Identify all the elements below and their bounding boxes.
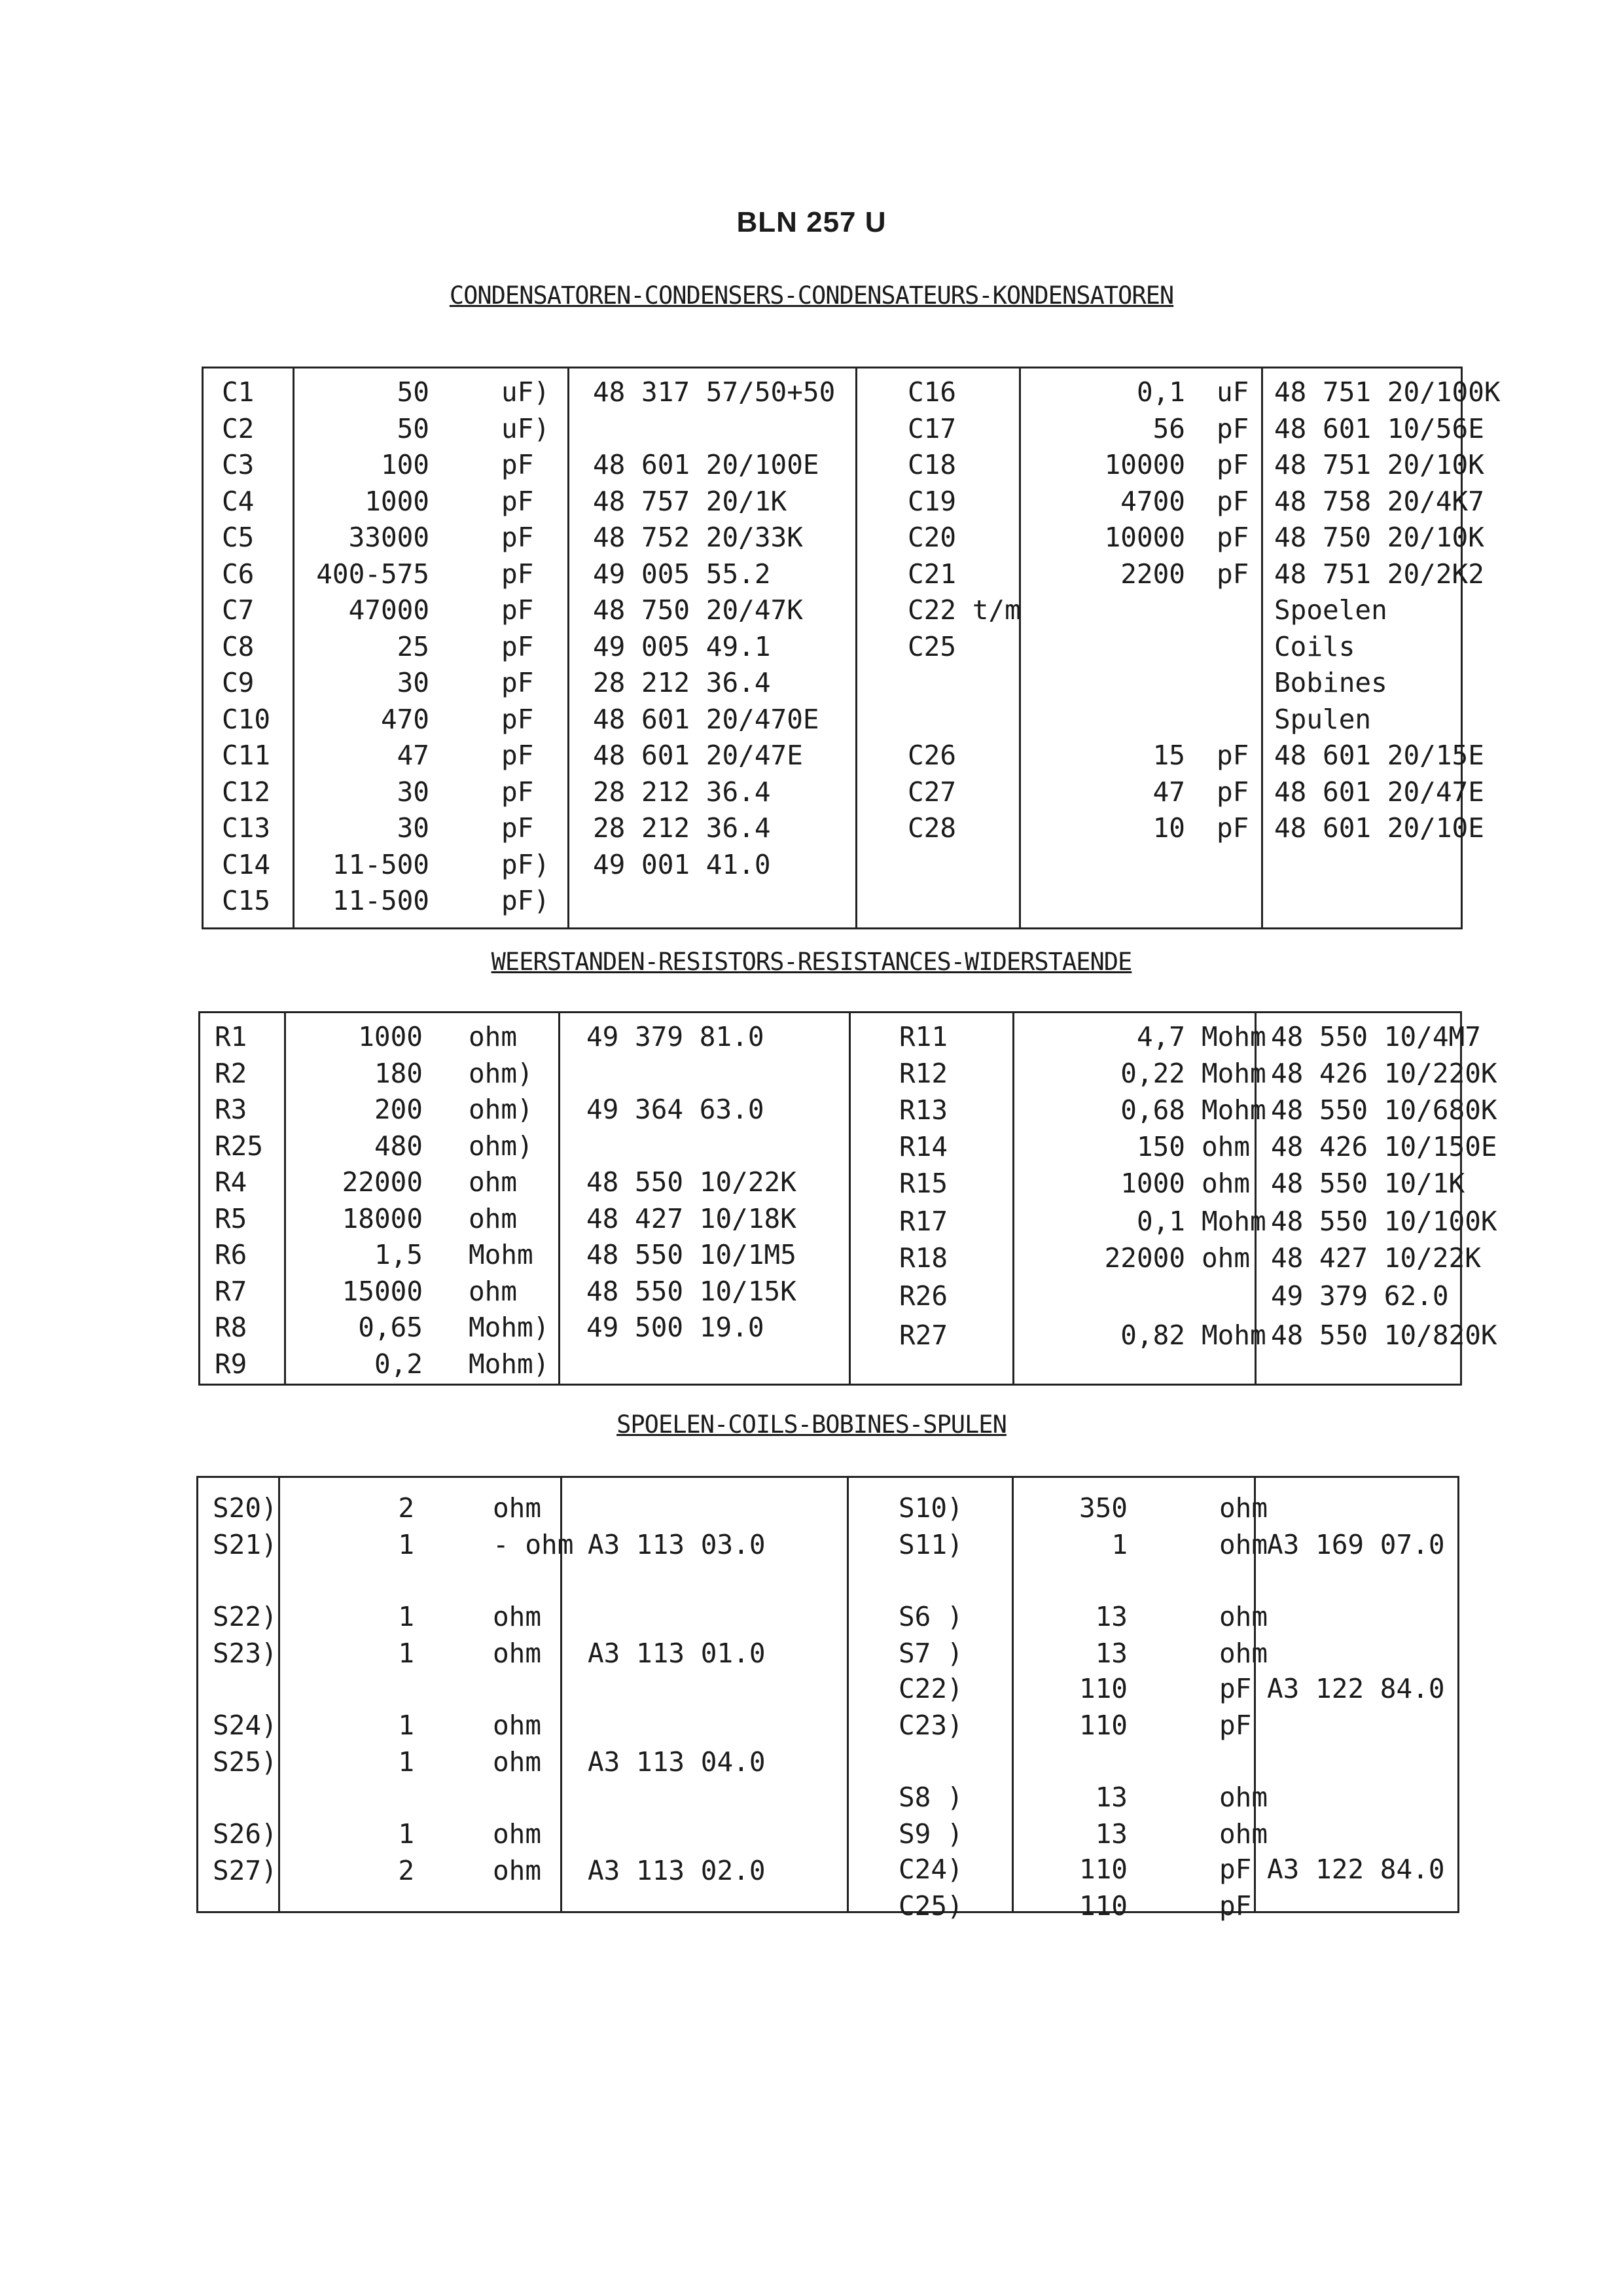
capacitor-ref: C6 bbox=[222, 558, 255, 590]
coil-ref: C23) bbox=[899, 1710, 963, 1741]
capacitor-unit: pF bbox=[1217, 449, 1249, 480]
capacitor-unit: pF bbox=[501, 812, 534, 844]
coil-unit: - ohm bbox=[493, 1529, 574, 1560]
capacitors-table bbox=[202, 367, 1501, 929]
coil-value: 13 bbox=[1095, 1818, 1128, 1850]
capacitor-ref: C12 bbox=[222, 776, 271, 808]
capacitor-ref: C10 bbox=[222, 703, 271, 735]
resistor-ref: R3 bbox=[215, 1094, 247, 1125]
resistor-code: 48 550 10/15K bbox=[586, 1275, 796, 1307]
capacitor-value: 10000 bbox=[1104, 449, 1185, 480]
capacitor-unit: pF bbox=[501, 594, 534, 626]
capacitor-unit: pF bbox=[1217, 485, 1249, 517]
capacitor-code: 49 001 41.0 bbox=[593, 848, 771, 880]
resistor-code: 48 550 10/1K bbox=[1271, 1168, 1465, 1199]
coil-unit: ohm bbox=[1219, 1638, 1268, 1669]
coil-value: 110 bbox=[1079, 1890, 1128, 1922]
capacitor-value: 47 bbox=[1152, 776, 1185, 808]
capacitor-unit: uF bbox=[1217, 376, 1249, 408]
resistor-ref: R5 bbox=[215, 1202, 247, 1234]
capacitor-ref: C5 bbox=[222, 522, 255, 553]
resistor-unit: Mohm bbox=[1202, 1319, 1266, 1351]
resistor-code: 49 379 62.0 bbox=[1271, 1280, 1449, 1312]
resistor-unit: ohm bbox=[469, 1021, 518, 1052]
coil-value: 1 bbox=[398, 1818, 414, 1850]
resistor-code: 49 379 81.0 bbox=[586, 1021, 764, 1052]
coil-value: 1 bbox=[398, 1529, 414, 1560]
resistor-unit: ohm bbox=[1202, 1242, 1251, 1274]
capacitor-value: 4700 bbox=[1120, 485, 1185, 517]
resistor-code: 48 427 10/18K bbox=[586, 1202, 796, 1234]
coil-unit: ohm bbox=[493, 1492, 542, 1524]
capacitor-ref: C22 t/m bbox=[908, 594, 1021, 626]
coil-ref: S22) bbox=[213, 1601, 277, 1632]
capacitor-unit: uF) bbox=[501, 412, 550, 444]
coil-ref: S24) bbox=[213, 1710, 277, 1741]
coil-ref: S20) bbox=[213, 1492, 277, 1524]
resistor-ref: R18 bbox=[899, 1242, 948, 1274]
coil-ref: S11) bbox=[899, 1529, 963, 1560]
resistor-unit: ohm) bbox=[469, 1094, 533, 1125]
capacitor-code: 48 601 20/47E bbox=[593, 740, 803, 771]
coil-ref: S8 ) bbox=[899, 1782, 963, 1813]
capacitor-code: 48 601 20/47E bbox=[1274, 776, 1484, 808]
capacitor-ref: C13 bbox=[222, 812, 271, 844]
capacitor-ref: C18 bbox=[908, 449, 957, 480]
resistor-ref: R13 bbox=[899, 1094, 948, 1126]
resistor-unit: ohm bbox=[1202, 1168, 1251, 1199]
coil-ref: S7 ) bbox=[899, 1638, 963, 1669]
resistor-code: 49 364 63.0 bbox=[586, 1094, 764, 1125]
resistor-value: 0,22 bbox=[1120, 1058, 1185, 1089]
coil-unit: ohm bbox=[493, 1818, 542, 1850]
resistor-ref: R26 bbox=[899, 1280, 948, 1312]
capacitor-unit: pF bbox=[1217, 522, 1249, 553]
resistor-ref: R6 bbox=[215, 1239, 247, 1270]
coil-unit: ohm bbox=[493, 1638, 542, 1669]
capacitor-code: 49 005 49.1 bbox=[593, 630, 771, 662]
coils-heading: SPOELEN-COILS-BOBINES-SPULEN bbox=[616, 1410, 1007, 1439]
resistor-ref: R25 bbox=[215, 1130, 264, 1162]
capacitor-unit: pF bbox=[501, 776, 534, 808]
coil-value: 350 bbox=[1079, 1492, 1128, 1524]
resistor-unit: Mohm) bbox=[469, 1348, 550, 1380]
coil-unit: ohm bbox=[1219, 1782, 1268, 1813]
coils-table bbox=[196, 1476, 1459, 1922]
coil-ref: C24) bbox=[899, 1854, 963, 1885]
coil-ref: S10) bbox=[899, 1492, 963, 1524]
coil-ref: S27) bbox=[213, 1855, 277, 1886]
capacitor-code: Bobines bbox=[1274, 667, 1387, 698]
capacitor-ref: C8 bbox=[222, 630, 255, 662]
coil-value: 2 bbox=[398, 1492, 414, 1524]
capacitor-value: 47 bbox=[397, 740, 429, 771]
resistor-ref: R9 bbox=[215, 1348, 247, 1380]
resistor-ref: R8 bbox=[215, 1312, 247, 1343]
capacitor-ref: C20 bbox=[908, 522, 957, 553]
capacitor-code: 48 751 20/10K bbox=[1274, 449, 1484, 480]
capacitor-code: 48 601 10/56E bbox=[1274, 412, 1484, 444]
coil-value: 1 bbox=[398, 1601, 414, 1632]
coil-value: 110 bbox=[1079, 1854, 1128, 1885]
capacitor-ref: C17 bbox=[908, 412, 957, 444]
capacitor-value: 0,1 bbox=[1136, 376, 1185, 408]
resistor-value: 0,2 bbox=[374, 1348, 423, 1380]
resistors-heading: WEERSTANDEN-RESISTORS-RESISTANCES-WIDERSTAENDE bbox=[491, 948, 1132, 976]
resistor-value: 0,1 bbox=[1136, 1206, 1185, 1237]
capacitor-value: 33000 bbox=[348, 522, 429, 553]
resistor-value: 1,5 bbox=[374, 1239, 423, 1270]
capacitor-ref: C7 bbox=[222, 594, 255, 626]
coil-value: 13 bbox=[1095, 1782, 1128, 1813]
capacitor-unit: pF bbox=[1217, 558, 1249, 590]
resistor-value: 1000 bbox=[1120, 1168, 1185, 1199]
capacitor-unit: pF bbox=[501, 522, 534, 553]
capacitor-value: 30 bbox=[397, 667, 429, 698]
coil-code: A3 113 03.0 bbox=[588, 1529, 766, 1560]
coil-ref: S25) bbox=[213, 1746, 277, 1778]
resistor-value: 4,7 bbox=[1136, 1021, 1185, 1052]
resistor-unit: Mohm bbox=[1202, 1094, 1266, 1126]
resistor-unit: ohm bbox=[469, 1275, 518, 1307]
capacitor-code: 48 317 57/50+50 bbox=[593, 376, 836, 408]
capacitor-value: 10 bbox=[1152, 812, 1185, 844]
resistor-code: 48 550 10/820K bbox=[1271, 1319, 1497, 1351]
capacitor-ref: C14 bbox=[222, 848, 271, 880]
capacitor-code: 48 750 20/47K bbox=[593, 594, 803, 626]
resistor-value: 0,68 bbox=[1120, 1094, 1185, 1126]
coil-value: 13 bbox=[1095, 1638, 1128, 1669]
document-title: BLN 257 U bbox=[736, 206, 887, 238]
resistor-code: 48 550 10/4M7 bbox=[1271, 1021, 1481, 1052]
capacitor-value: 56 bbox=[1152, 412, 1185, 444]
capacitor-value: 400-575 bbox=[316, 558, 429, 590]
capacitor-ref: C25 bbox=[908, 630, 957, 662]
capacitor-code: 48 601 20/470E bbox=[593, 703, 819, 735]
coil-code: A3 113 02.0 bbox=[588, 1855, 766, 1886]
resistor-ref: R11 bbox=[899, 1021, 948, 1052]
resistor-ref: R7 bbox=[215, 1275, 247, 1307]
capacitor-code: 48 751 20/100K bbox=[1274, 376, 1501, 408]
resistor-unit: ohm bbox=[1202, 1131, 1251, 1162]
capacitor-unit: pF) bbox=[501, 885, 550, 916]
coil-unit: pF bbox=[1219, 1854, 1252, 1885]
coil-code: A3 122 84.0 bbox=[1267, 1854, 1445, 1885]
resistor-ref: R1 bbox=[215, 1021, 247, 1052]
capacitor-value: 15 bbox=[1152, 740, 1185, 771]
resistor-value: 0,65 bbox=[358, 1312, 423, 1343]
capacitor-unit: pF bbox=[1217, 776, 1249, 808]
capacitor-unit: pF bbox=[1217, 412, 1249, 444]
resistor-unit: ohm) bbox=[469, 1057, 533, 1089]
capacitor-value: 30 bbox=[397, 776, 429, 808]
capacitor-code: 28 212 36.4 bbox=[593, 667, 771, 698]
capacitor-ref: C1 bbox=[222, 376, 255, 408]
resistor-code: 49 500 19.0 bbox=[586, 1312, 764, 1343]
coil-unit: ohm bbox=[1219, 1818, 1268, 1850]
capacitor-unit: pF bbox=[1217, 740, 1249, 771]
capacitor-code: 28 212 36.4 bbox=[593, 776, 771, 808]
coil-unit: ohm bbox=[1219, 1601, 1268, 1632]
capacitor-ref: C19 bbox=[908, 485, 957, 517]
capacitor-code: Spulen bbox=[1274, 703, 1372, 735]
resistor-ref: R14 bbox=[899, 1131, 948, 1162]
capacitor-ref: C4 bbox=[222, 485, 255, 517]
capacitor-ref: C16 bbox=[908, 376, 957, 408]
capacitor-unit: pF bbox=[501, 485, 534, 517]
capacitor-value: 11-500 bbox=[332, 848, 429, 880]
resistor-value: 0,82 bbox=[1120, 1319, 1185, 1351]
resistors-table bbox=[198, 1011, 1497, 1386]
capacitor-value: 1000 bbox=[365, 485, 429, 517]
capacitor-code: 48 601 20/15E bbox=[1274, 740, 1484, 771]
capacitor-code: 49 005 55.2 bbox=[593, 558, 771, 590]
coil-value: 110 bbox=[1079, 1673, 1128, 1704]
coil-value: 2 bbox=[398, 1855, 414, 1886]
capacitor-code: Coils bbox=[1274, 630, 1355, 662]
capacitor-code: 48 601 20/10E bbox=[1274, 812, 1484, 844]
resistor-ref: R2 bbox=[215, 1057, 247, 1089]
coil-unit: ohm bbox=[493, 1710, 542, 1741]
capacitor-value: 2200 bbox=[1120, 558, 1185, 590]
capacitor-value: 50 bbox=[397, 376, 429, 408]
coil-ref: C25) bbox=[899, 1890, 963, 1922]
coil-unit: pF bbox=[1219, 1710, 1252, 1741]
resistor-unit: Mohm bbox=[1202, 1058, 1266, 1089]
resistor-code: 48 550 10/100K bbox=[1271, 1206, 1497, 1237]
capacitor-unit: uF) bbox=[501, 376, 550, 408]
coil-unit: ohm bbox=[493, 1855, 542, 1886]
resistor-code: 48 550 10/1M5 bbox=[586, 1239, 796, 1270]
coil-value: 1 bbox=[1111, 1529, 1128, 1560]
resistor-ref: R4 bbox=[215, 1166, 247, 1198]
resistor-unit: ohm bbox=[469, 1166, 518, 1198]
resistor-value: 1000 bbox=[358, 1021, 423, 1052]
capacitor-value: 11-500 bbox=[332, 885, 429, 916]
coil-ref: C22) bbox=[899, 1673, 963, 1704]
capacitor-code: 48 758 20/4K7 bbox=[1274, 485, 1484, 517]
resistor-unit: Mohm bbox=[469, 1239, 533, 1270]
capacitor-unit: pF bbox=[501, 630, 534, 662]
capacitor-ref: C2 bbox=[222, 412, 255, 444]
resistor-code: 48 426 10/150E bbox=[1271, 1131, 1497, 1162]
coil-ref: S9 ) bbox=[899, 1818, 963, 1850]
capacitor-value: 470 bbox=[380, 703, 429, 735]
resistor-value: 15000 bbox=[342, 1275, 423, 1307]
capacitor-value: 100 bbox=[380, 449, 429, 480]
coil-value: 110 bbox=[1079, 1710, 1128, 1741]
capacitor-unit: pF bbox=[501, 558, 534, 590]
capacitor-ref: C9 bbox=[222, 667, 255, 698]
resistor-unit: ohm bbox=[469, 1202, 518, 1234]
capacitor-ref: C21 bbox=[908, 558, 957, 590]
capacitor-code: 48 751 20/2K2 bbox=[1274, 558, 1484, 590]
capacitor-unit: pF bbox=[501, 449, 534, 480]
resistor-ref: R27 bbox=[899, 1319, 948, 1351]
resistor-unit: Mohm bbox=[1202, 1021, 1266, 1052]
capacitor-code: 48 601 20/100E bbox=[593, 449, 819, 480]
coil-value: 13 bbox=[1095, 1601, 1128, 1632]
capacitor-code: 48 757 20/1K bbox=[593, 485, 787, 517]
capacitor-ref: C26 bbox=[908, 740, 957, 771]
coil-unit: ohm bbox=[1219, 1492, 1268, 1524]
resistor-value: 22000 bbox=[1104, 1242, 1185, 1274]
resistor-ref: R12 bbox=[899, 1058, 948, 1089]
resistor-value: 480 bbox=[374, 1130, 423, 1162]
capacitor-value: 47000 bbox=[348, 594, 429, 626]
resistor-ref: R17 bbox=[899, 1206, 948, 1237]
capacitor-value: 30 bbox=[397, 812, 429, 844]
coil-ref: S23) bbox=[213, 1638, 277, 1669]
coil-unit: ohm bbox=[1219, 1529, 1268, 1560]
capacitor-code: 48 752 20/33K bbox=[593, 522, 803, 553]
capacitors-heading: CONDENSATOREN-CONDENSERS-CONDENSATEURS-KONDENSATOREN bbox=[449, 281, 1174, 310]
capacitor-ref: C27 bbox=[908, 776, 957, 808]
capacitor-unit: pF bbox=[1217, 812, 1249, 844]
capacitor-value: 10000 bbox=[1104, 522, 1185, 553]
capacitor-unit: pF bbox=[501, 667, 534, 698]
resistor-value: 22000 bbox=[342, 1166, 423, 1198]
resistor-code: 48 426 10/220K bbox=[1271, 1058, 1497, 1089]
coil-ref: S21) bbox=[213, 1529, 277, 1560]
resistor-value: 200 bbox=[374, 1094, 423, 1125]
resistor-unit: Mohm bbox=[1202, 1206, 1266, 1237]
capacitor-code: Spoelen bbox=[1274, 594, 1387, 626]
capacitor-ref: C11 bbox=[222, 740, 271, 771]
coil-unit: ohm bbox=[493, 1601, 542, 1632]
capacitor-ref: C28 bbox=[908, 812, 957, 844]
resistor-value: 18000 bbox=[342, 1202, 423, 1234]
capacitor-value: 50 bbox=[397, 412, 429, 444]
coil-code: A3 122 84.0 bbox=[1267, 1673, 1445, 1704]
resistor-code: 48 550 10/680K bbox=[1271, 1094, 1497, 1126]
capacitor-value: 25 bbox=[397, 630, 429, 662]
resistor-unit: Mohm) bbox=[469, 1312, 550, 1343]
coil-code: A3 169 07.0 bbox=[1267, 1529, 1445, 1560]
resistor-value: 150 bbox=[1136, 1131, 1185, 1162]
resistor-value: 180 bbox=[374, 1057, 423, 1089]
coil-unit: pF bbox=[1219, 1890, 1252, 1922]
coil-value: 1 bbox=[398, 1746, 414, 1778]
capacitor-ref: C15 bbox=[222, 885, 271, 916]
coil-ref: S6 ) bbox=[899, 1601, 963, 1632]
capacitor-unit: pF bbox=[501, 740, 534, 771]
resistor-ref: R15 bbox=[899, 1168, 948, 1199]
capacitor-unit: pF) bbox=[501, 848, 550, 880]
coil-ref: S26) bbox=[213, 1818, 277, 1850]
coil-unit: pF bbox=[1219, 1673, 1252, 1704]
capacitor-code: 48 750 20/10K bbox=[1274, 522, 1484, 553]
capacitor-code: 28 212 36.4 bbox=[593, 812, 771, 844]
resistor-unit: ohm) bbox=[469, 1130, 533, 1162]
coil-code: A3 113 04.0 bbox=[588, 1746, 766, 1778]
capacitor-unit: pF bbox=[501, 703, 534, 735]
coil-value: 1 bbox=[398, 1638, 414, 1669]
resistor-code: 48 427 10/22K bbox=[1271, 1242, 1481, 1274]
capacitor-ref: C3 bbox=[222, 449, 255, 480]
coil-unit: ohm bbox=[493, 1746, 542, 1778]
coil-code: A3 113 01.0 bbox=[588, 1638, 766, 1669]
resistor-code: 48 550 10/22K bbox=[586, 1166, 796, 1198]
coil-value: 1 bbox=[398, 1710, 414, 1741]
